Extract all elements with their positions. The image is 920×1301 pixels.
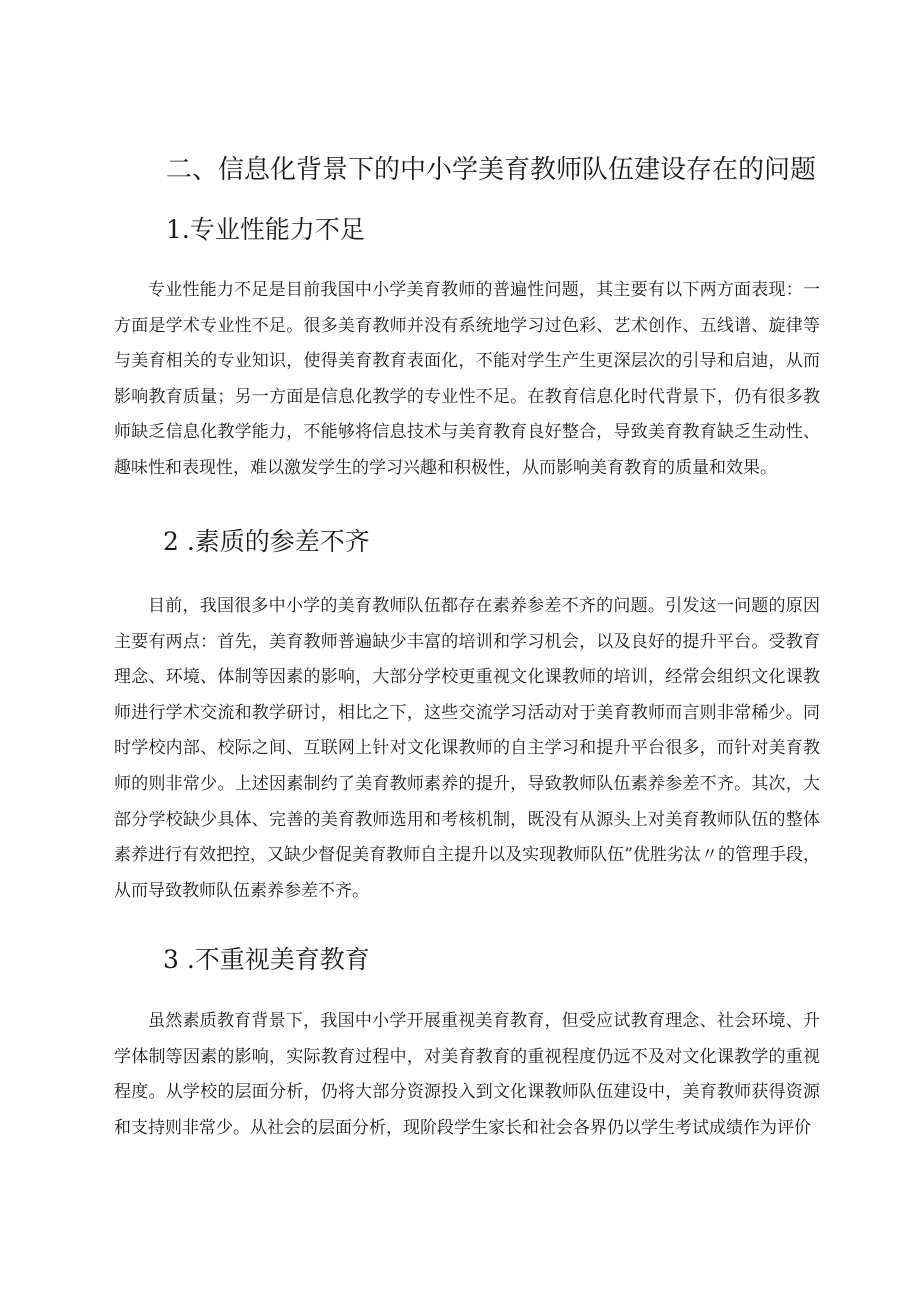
main-heading: 二、信息化背景下的中小学美育教师队伍建设存在的问题 [166,155,817,185]
section-heading-3: 3 .不重视美育教育 [163,945,370,974]
section-paragraph-2: 目前，我国很多中小学的美育教师队伍都存在素养参差不齐的问题。引发这一问题的原因主要有两点：首先，美育教师普遍缺少丰富的培训和学习机会，以及良好的提升平台。受教育理念、环境、体制等因素的影响，大部分学校更重视文化课教师的培训，经常会组织文化课教师进行学术交流和教学研讨，相比之下，这些交流学习活动对于美育教师而言则非常稀少。同时学校内部、校际之间、互联网上针对文化课教师的自主学习和提升平台很多，而针对美育教师的则非常少。上述因素制约了美育教师素养的提升，导致教师队伍素养参差不齐。其次，大部分学校缺少具体、完善的美育教师选用和考核机制，既没有从源头上对美育教师队伍的整体素养进行有效把控，又缺少督促美育教师自主提升以及实现教师队伍”优胜劣汰〃的管理手段，从而导致教师队伍素养参差不齐。 [114,596,820,901]
section-heading-2: 2 .素质的参差不齐 [163,527,370,556]
section-paragraph-3: 虽然素质教育背景下，我国中小学开展重视美育教育，但受应试教育理念、社会环境、升学体制等因素的影响，实际教育过程中，对美育教育的重视程度仍远不及对文化课教学的重视程度。从学校的层面分析，仍将大部分资源投入到文化课教师队伍建设中，美育教师获得资源和支持则非常少。从社会的层面分析，现阶段学生家长和社会各界仍以学生考试成绩作为评价 [114,1011,820,1138]
section-paragraph-1: 专业性能力不足是目前我国中小学美育教师的普遍性问题，其主要有以下两方面表现：一方面是学术专业性不足。很多美育教师并没有系统地学习过色彩、艺术创作、五线谱、旋律等与美育相关的专业知识，使得美育教育表面化，不能对学生产生更深层次的引导和启迪，从而影响教育质量；另一方面是信息化教学的专业性不足。在教育信息化时代背景下，仍有很多教师缺乏信息化教学能力，不能够将信息技术与美育教育良好整合，导致美育教育缺乏生动性、趣味性和表现性，难以激发学生的学习兴趣和积极性，从而影响美育教育的质量和效果。 [114,280,820,478]
section-heading-1: 1.专业性能力不足 [166,215,365,244]
